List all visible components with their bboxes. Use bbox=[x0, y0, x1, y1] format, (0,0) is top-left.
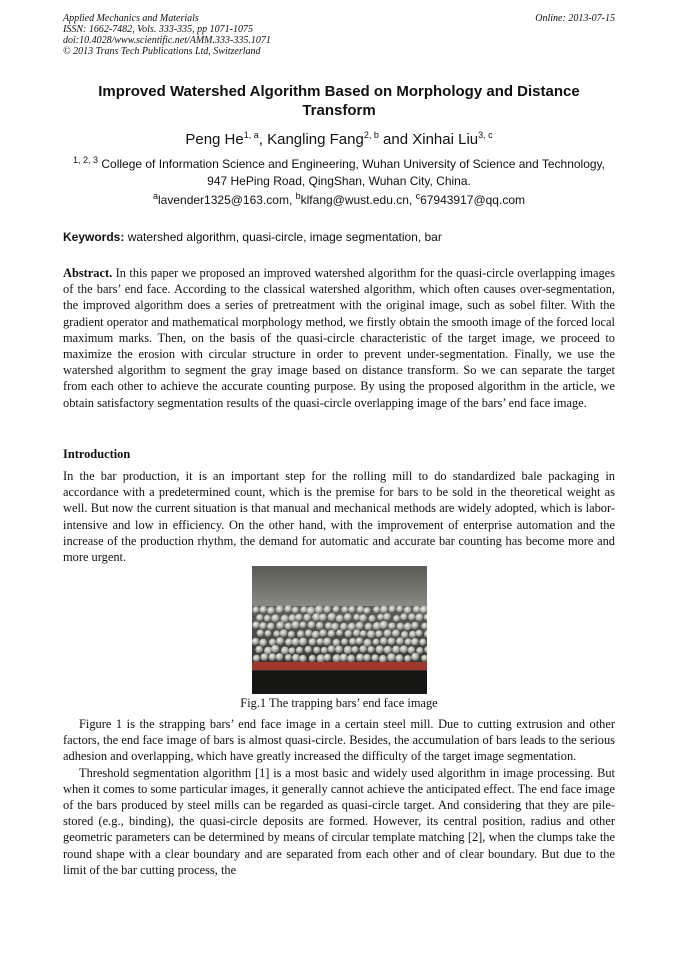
bar-end bbox=[420, 606, 427, 615]
bar-end bbox=[300, 621, 307, 628]
figure-1-image bbox=[252, 566, 427, 694]
bar-end bbox=[389, 606, 397, 614]
bar-end bbox=[252, 621, 260, 629]
bar-end bbox=[373, 606, 381, 614]
bar-end bbox=[267, 607, 275, 615]
bar-end bbox=[400, 645, 408, 653]
bar-end bbox=[319, 629, 327, 637]
bar-end bbox=[353, 629, 361, 637]
bar-end bbox=[363, 654, 371, 662]
bar-end bbox=[359, 614, 367, 622]
bar-end bbox=[308, 621, 316, 629]
bar-end-face-photo bbox=[252, 566, 427, 694]
bar-end bbox=[317, 638, 324, 645]
bar-end bbox=[369, 615, 377, 623]
bar-end bbox=[259, 639, 267, 647]
bar-end bbox=[260, 606, 268, 614]
bar-end bbox=[257, 630, 265, 638]
intro-paragraph bbox=[63, 468, 615, 565]
bar-end bbox=[267, 623, 275, 631]
bar-end bbox=[392, 629, 400, 637]
bar-end bbox=[357, 606, 365, 614]
bar-end bbox=[285, 654, 292, 661]
bar-end bbox=[264, 615, 271, 622]
keywords-text: watershed algorithm, quasi-circle, image segmentation, bar bbox=[127, 230, 442, 244]
bar-end bbox=[305, 646, 313, 654]
bar-end bbox=[328, 630, 336, 638]
bar-end bbox=[413, 606, 421, 614]
bar-end bbox=[396, 637, 404, 645]
bar-end bbox=[408, 646, 416, 654]
bar-end bbox=[392, 646, 400, 654]
bar-end bbox=[323, 606, 331, 614]
figure-caption: Fig.1 The trapping bars’ end face image bbox=[240, 696, 438, 710]
bar-end bbox=[276, 605, 284, 613]
bar-end bbox=[401, 631, 409, 639]
affiliation bbox=[63, 156, 615, 190]
bar-end bbox=[291, 621, 300, 630]
bar-end bbox=[356, 622, 364, 630]
bar-end bbox=[395, 654, 403, 662]
bar-end bbox=[411, 622, 419, 630]
bar-end bbox=[315, 606, 324, 615]
bar-end bbox=[284, 605, 292, 613]
email-link[interactable]: klfang@wust.edu.cn bbox=[300, 193, 409, 207]
bar-end bbox=[340, 654, 348, 662]
bar-end bbox=[400, 613, 408, 621]
bar-end bbox=[276, 653, 284, 661]
bar-end bbox=[416, 630, 423, 637]
bar-end bbox=[379, 655, 387, 663]
bar-end bbox=[285, 623, 293, 631]
bar-end bbox=[365, 623, 373, 631]
bar-end bbox=[331, 623, 339, 631]
bar-end bbox=[336, 615, 344, 623]
paragraph: Figure 1 is the strapping bars’ end face image in a certain steel mill. Due to cutting extrusion and other factors, the end face image of bars is almost quasi-circle. Besides, the accumulation of bars leads to the serious adhesion and overlapping, which have greatly increased the difficulty of the target image segmentation. bbox=[63, 717, 615, 764]
bar-end bbox=[405, 638, 412, 645]
journal-name: Applied Mechanics and Materials bbox=[63, 13, 199, 24]
abstract-label: Abstract. bbox=[63, 266, 113, 280]
paragraph: In the bar production, it is an important step for the rolling mill to do standardized bale packaging in accordance with a predetermined count, which is the premise for bars to be sold in the theoretical weight as well. But now the current situation is that manual and mechanical methods are widely adopted, which is labor-intensive and low in efficiency. On the other hand, with the improvement of enterprise automation and the increase of the production rhythm, the demand for automatic and accurate bar counting has become more and more urgent. bbox=[63, 469, 615, 565]
bar-end bbox=[404, 623, 412, 631]
bar-end bbox=[421, 623, 427, 630]
section-heading-introduction: Introduction bbox=[63, 447, 131, 461]
bar-end bbox=[356, 654, 364, 662]
keywords bbox=[63, 230, 615, 244]
bar-end bbox=[296, 647, 303, 654]
bar-end bbox=[384, 646, 393, 655]
bar-end bbox=[312, 631, 320, 639]
author-name: Kangling Fang bbox=[267, 131, 364, 148]
bar-end bbox=[352, 646, 359, 653]
bar-end bbox=[424, 630, 427, 639]
bar-end bbox=[271, 645, 280, 654]
keywords-label: Keywords: bbox=[63, 230, 125, 244]
author-name: Peng He bbox=[185, 131, 244, 148]
bar-end bbox=[373, 639, 380, 646]
bar-end bbox=[323, 638, 332, 647]
bar-end bbox=[328, 645, 336, 653]
bar-end bbox=[299, 655, 307, 663]
bar-end bbox=[367, 630, 376, 639]
bar-end bbox=[319, 614, 327, 622]
bar-end bbox=[404, 606, 412, 614]
bar-end bbox=[419, 639, 426, 646]
bar-end bbox=[411, 638, 419, 646]
bar-end bbox=[276, 637, 284, 645]
author-sup: 1, a bbox=[243, 130, 259, 140]
body-text bbox=[63, 716, 615, 878]
bar-end bbox=[424, 614, 427, 621]
journal-doi: doi:10.4028/www.scientific.net/AMM.333-335.1071 bbox=[63, 35, 271, 46]
email-sup: c bbox=[415, 191, 421, 201]
bar-end bbox=[416, 647, 423, 654]
bar-end bbox=[305, 630, 313, 638]
author-list: Peng He$^{1, a}$, Kangling Fang$^{2, b}$ and Xinhai Liu$^{3, c}$ bbox=[185, 130, 493, 148]
journal-header bbox=[63, 13, 615, 57]
bar-end bbox=[388, 638, 396, 646]
abstract-text: In this paper we proposed an improved watershed algorithm for the quasi-circle overlapping images of the bars’ end face. According to the classical watershed algorithm, which often causes over-segmentation, the improved algorithm does a series of pretreatment with the original image, such as sobel filter. With the gradient operator and mathematical morphology method, we firstly obtain the smooth image of the forced local maximum marks. Then, on the basis of the quasi-circle characteristic of the target image, we proceed to maximize the erosion with circular structure in order to prevent under-segmentation. Finally, we use the watershed algorithm to segment the gray image based on distance transform. So we can separate the target from each other to achieve the accurate counting purpose. By using the proposed algorithm in the article, we obtain satisfactory segmentation results of the quasi-circle overlapping image of the bars’ end face image. bbox=[63, 266, 616, 410]
bar-end bbox=[393, 615, 400, 622]
bar-end bbox=[404, 655, 411, 662]
email-link[interactable]: 67943917@qq.com bbox=[420, 193, 525, 207]
bar-end bbox=[408, 613, 416, 621]
email-sup: a bbox=[153, 191, 159, 201]
bar-end bbox=[340, 623, 348, 631]
bar-end bbox=[256, 614, 264, 622]
bar-end bbox=[397, 623, 405, 631]
bar-end bbox=[289, 647, 296, 654]
bar-end bbox=[280, 629, 288, 637]
email-sup: b bbox=[295, 191, 301, 201]
bar-end bbox=[387, 653, 396, 662]
bar-end bbox=[380, 637, 388, 645]
bar-end bbox=[344, 646, 353, 655]
bar-end bbox=[333, 606, 340, 613]
bar-end bbox=[363, 607, 371, 615]
bar-end bbox=[328, 613, 337, 622]
bar-end bbox=[297, 630, 305, 638]
bar-end bbox=[341, 606, 349, 614]
bar-end bbox=[324, 654, 332, 662]
bar-end bbox=[388, 622, 396, 630]
bar-end bbox=[253, 655, 261, 663]
bar-end bbox=[303, 614, 311, 622]
bar-end bbox=[380, 606, 388, 614]
bar-end bbox=[380, 621, 389, 630]
bar-end bbox=[349, 638, 357, 646]
bar-end bbox=[396, 606, 403, 613]
bar-end bbox=[376, 645, 385, 654]
bar-end bbox=[259, 622, 267, 630]
bar-end bbox=[299, 638, 308, 647]
affiliation-line-2: 947 HePing Road, QingShan, Wuhan City, China. bbox=[207, 174, 471, 188]
bar-end bbox=[316, 622, 324, 630]
bar-end bbox=[265, 630, 272, 637]
bar-end bbox=[281, 647, 289, 655]
bar-end bbox=[271, 614, 280, 623]
bar-end bbox=[359, 645, 367, 653]
journal-copyright: © 2013 Trans Tech Publications Ltd, Switzerland bbox=[63, 46, 261, 57]
bar-end bbox=[341, 638, 348, 645]
bar-end bbox=[309, 655, 316, 662]
affiliation-sup: 1, 2, 3 bbox=[72, 155, 99, 165]
email-link[interactable]: lavender1325@163.com bbox=[158, 193, 289, 207]
bar-end bbox=[321, 647, 328, 654]
paper-title: Improved Watershed Algorithm Based on Morphology and Distance Transform bbox=[98, 83, 580, 119]
bar-end bbox=[421, 655, 427, 662]
bar-end bbox=[255, 646, 263, 654]
bar-end bbox=[360, 630, 367, 637]
bar-end bbox=[371, 654, 379, 662]
bar-end bbox=[336, 630, 343, 637]
bar-end bbox=[300, 606, 307, 613]
bar-end bbox=[292, 607, 299, 614]
bar-end bbox=[411, 653, 419, 661]
author-name: Xinhai Liu bbox=[412, 131, 479, 148]
bar-end bbox=[292, 654, 300, 662]
bar-end bbox=[424, 646, 427, 654]
bar-end bbox=[384, 629, 392, 637]
bar-end bbox=[252, 638, 260, 646]
journal-issn: ISSN: 1662-7482, Vols. 333-335, pp 1071-1075 bbox=[63, 24, 253, 35]
bar-end bbox=[415, 613, 423, 621]
bar-end bbox=[347, 655, 355, 663]
bar-end bbox=[252, 606, 259, 613]
bar-end bbox=[313, 647, 320, 654]
bar-end bbox=[335, 646, 343, 654]
bar-end bbox=[356, 637, 364, 645]
online-date: Online: 2013-07-15 bbox=[535, 13, 615, 24]
email-list: $^a$lavender1325@163.com, $^b$klfang@wust.edu.cn, $^c$67943917@qq.com bbox=[153, 191, 525, 207]
bar-end bbox=[375, 630, 383, 638]
author-sup: 3, c bbox=[478, 130, 493, 140]
bar-end bbox=[261, 653, 269, 661]
bar-end bbox=[409, 631, 417, 639]
bar-end bbox=[344, 613, 352, 621]
bar-end bbox=[276, 621, 285, 630]
affiliation-line-1: College of Information Science and Engineering, Wuhan University of Science and Technology, bbox=[101, 157, 605, 171]
bar-end bbox=[309, 638, 317, 646]
bar-end bbox=[273, 630, 280, 637]
bar-end bbox=[383, 613, 391, 621]
bar-end bbox=[269, 653, 277, 661]
bar-end bbox=[295, 614, 303, 622]
bar-end bbox=[292, 638, 300, 646]
abstract bbox=[63, 265, 615, 411]
bar-end bbox=[348, 606, 355, 613]
bar-end bbox=[345, 630, 353, 638]
bar-end bbox=[288, 631, 296, 639]
author-sup: 2, b bbox=[363, 130, 379, 140]
bar-end bbox=[368, 646, 375, 653]
paragraph: Threshold segmentation algorithm [1] is a most basic and widely used algorithm in image processing. But when it comes to some particular images, it generally cannot achieve the anticipated effect. The end face image of the bars produced by steel mills can be regarded as quasi-circle target. And considering that they are pile-stored (e.g., binding), the quasi-circle deposits are formed. However, its central position, radius and other geometric parameters can be determined by means of circular template matching [2], when the clumps take the round shape with a clear boundary and are separated from each other and of clear boundary. But due to the limit of the bar cutting process, the bbox=[63, 765, 615, 877]
